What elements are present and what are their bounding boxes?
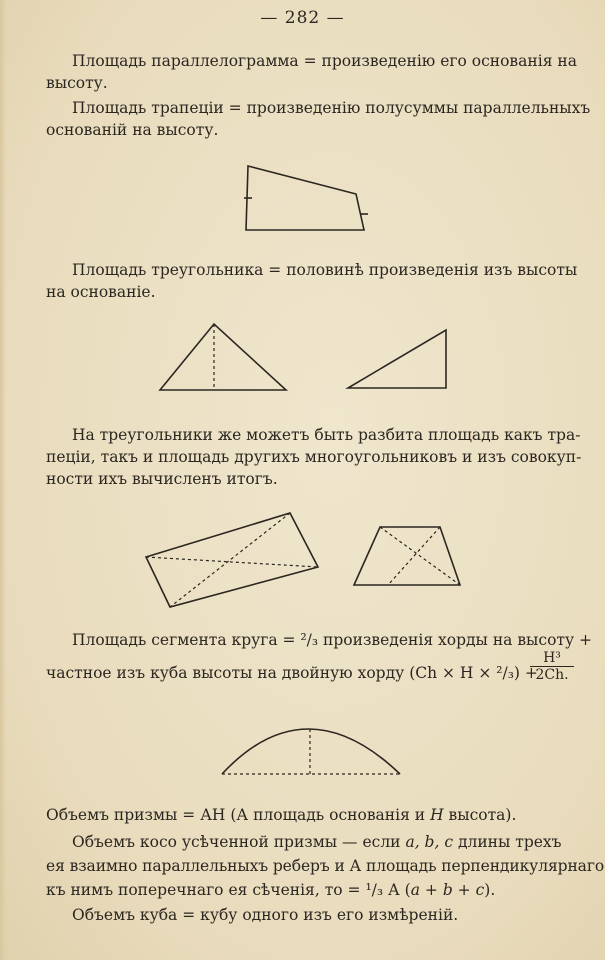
fraction-numerator: H³ (530, 650, 574, 667)
text-span: Объемъ косо усѣченной призмы — если (72, 833, 406, 851)
text-span: высота). (443, 806, 517, 824)
arc (222, 729, 400, 774)
edge-vars: a, b, c (405, 833, 454, 851)
text-line: ности ихъ вычисленъ итогъ. (46, 470, 278, 488)
triangle-left (160, 324, 286, 390)
trapezoid-outline (354, 527, 460, 585)
page-number: — 282 — (260, 8, 345, 28)
circle-segment-figure (210, 712, 410, 780)
text-span: Объемъ призмы = АН (А площадь основанія и (46, 806, 431, 824)
trapezoid-outline (246, 166, 364, 230)
oblique-prism-line-2: ея взаимно параллельныхъ реберъ и А площадь перпендикулярнаго (46, 857, 605, 875)
text-line: высоту. (46, 74, 108, 92)
text-line: Площадь трапеціи = произведенію полусуммы параллельныхъ (72, 99, 591, 117)
text-span: ). (484, 881, 496, 899)
var-h: H (430, 806, 444, 824)
cube-volume-line: Объемъ куба = кубу одного изъ его измѣреній. (72, 906, 459, 924)
fraction-denominator: 2Ch. (535, 667, 569, 683)
text-line: основаній на высоту. (46, 121, 219, 139)
trapezoid-figure (236, 158, 376, 238)
segment-formula-line-2: частное изъ куба высоты на двойную хорду (Ch × H × ²/₃) + (46, 664, 538, 682)
text-line: пеціи, такъ и площадь другихъ многоугольниковъ и изъ совокуп- (46, 448, 582, 466)
triangles-figure (150, 318, 460, 398)
segment-fraction (530, 650, 574, 683)
diagonal-dashed (388, 527, 440, 585)
prism-volume-line (46, 804, 573, 826)
paragraph-parallelogram (46, 50, 577, 94)
oblique-prism-line-1 (46, 831, 573, 853)
quadrilateral-outline (146, 513, 318, 607)
polygons-figure (140, 505, 470, 615)
text-span: длины трехъ (453, 833, 562, 851)
text-line: Площадь треугольника = половинѣ произведенія изъ высоты (72, 261, 578, 279)
text-span: къ нимъ поперечнаго ея сѣченія, то = ¹/₃ А ( (46, 881, 411, 899)
sum-expression: a + b + c (410, 881, 485, 899)
text-line: На треугольники же можетъ быть разбита площадь какъ тра- (72, 426, 581, 444)
page-edge-shadow (0, 0, 6, 960)
text-line: Площадь параллелограмма = произведенію его основанія на (72, 52, 577, 70)
oblique-prism-line-3 (46, 879, 573, 901)
text-line: на основаніе. (46, 283, 156, 301)
paragraph-trapezoid (46, 97, 591, 141)
segment-formula-line-1: Площадь сегмента круга = ²/₃ произведенія хорды на высоту + (72, 631, 593, 649)
diagonal-dashed (380, 527, 460, 585)
paragraph-polygons (46, 424, 582, 490)
paragraph-triangle (46, 259, 578, 303)
triangle-right (348, 330, 446, 388)
